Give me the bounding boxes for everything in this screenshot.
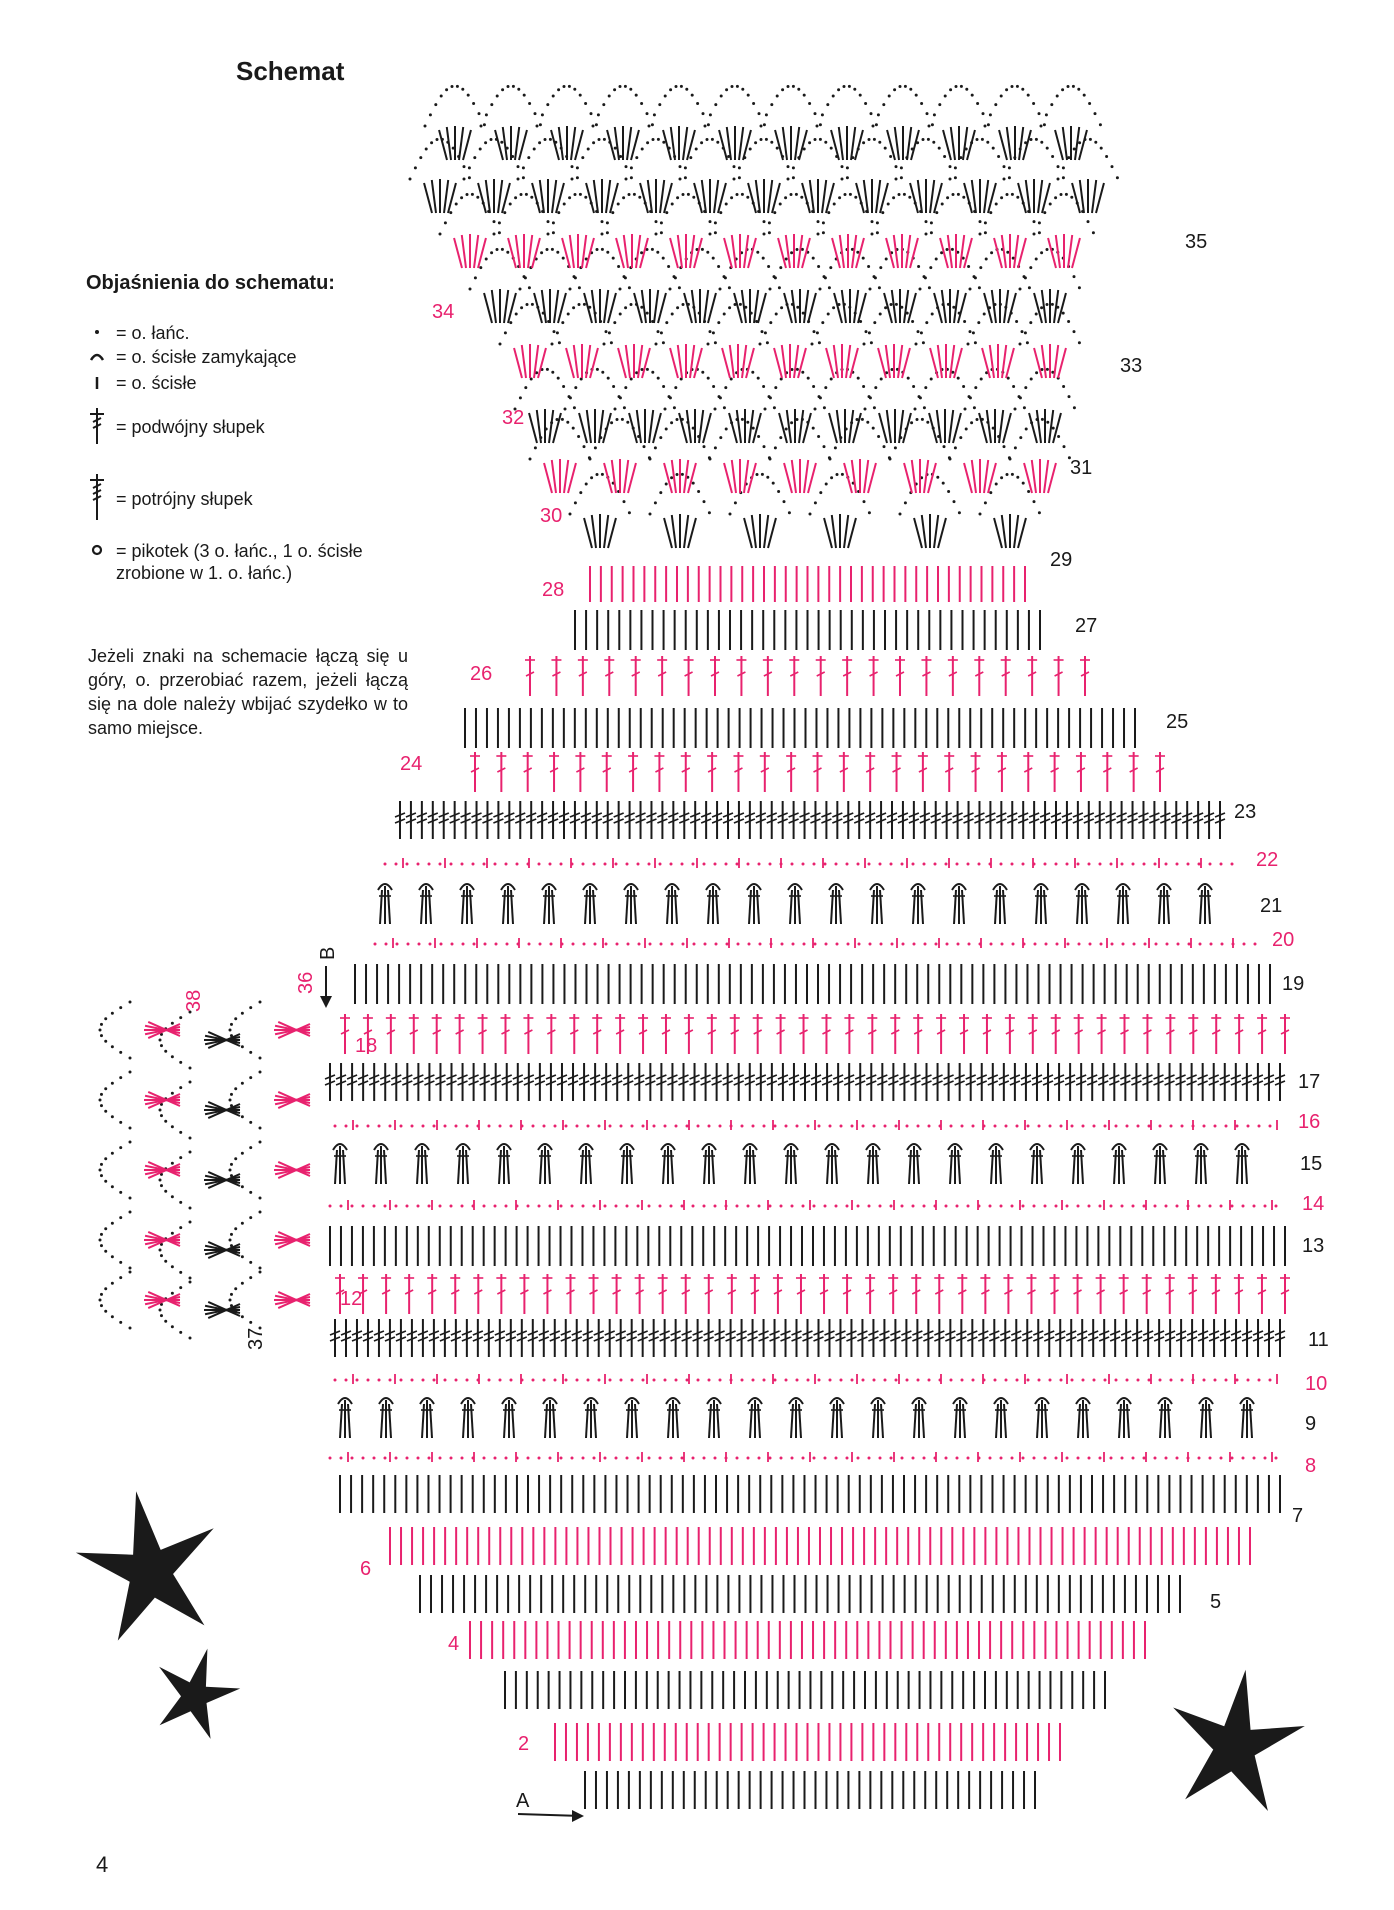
round-number-23: 23 (1234, 801, 1257, 823)
round-11 (330, 1319, 1285, 1357)
round-16 (334, 1120, 1278, 1130)
round-35 (409, 138, 1119, 213)
round-12 (335, 1274, 1290, 1314)
round-number-9: 9 (1305, 1413, 1317, 1435)
round-19 (355, 964, 1270, 1004)
round-number-19: 19 (1282, 973, 1305, 995)
round-number-18: 18 (355, 1035, 378, 1057)
round-31 (514, 368, 1076, 443)
round-number-6: 6 (360, 1558, 372, 1580)
legend-text: = pikotek (3 o. łańc., 1 o. ścisłe zrobione w 1. o. łańc.) (116, 541, 363, 583)
round-7 (340, 1475, 1280, 1513)
handle-fan (99, 1001, 311, 1340)
chart-rows (325, 566, 1290, 1809)
round-number-22: 22 (1256, 849, 1279, 871)
round-4 (470, 1621, 1145, 1659)
round-number-36: 36 (295, 971, 317, 994)
legend-text: = podwójny słupek (116, 417, 265, 437)
round-33 (469, 248, 1081, 323)
handle-arrow-icon (320, 966, 332, 1008)
round-number-27: 27 (1075, 615, 1098, 637)
round-23 (395, 801, 1225, 839)
legend-text: = potrójny słupek (116, 489, 253, 509)
round-number-25: 25 (1166, 711, 1189, 733)
round-number-14: 14 (1302, 1193, 1325, 1215)
round-26 (525, 656, 1090, 696)
round-number-35: 35 (1185, 231, 1208, 253)
round-number-7: 7 (1292, 1505, 1304, 1527)
marker-b: B (317, 946, 339, 960)
round-20 (374, 938, 1257, 948)
page-title: Schemat (236, 56, 345, 86)
round-27 (575, 610, 1040, 650)
round-number-4: 4 (448, 1633, 460, 1655)
round-number-10: 10 (1305, 1373, 1328, 1395)
round-number-32: 32 (502, 407, 525, 429)
round-10 (334, 1374, 1278, 1384)
round-number-13: 13 (1302, 1235, 1325, 1257)
round-37 (159, 1011, 241, 1340)
round-15 (333, 1144, 1249, 1184)
round-number-20: 20 (1272, 929, 1295, 951)
round-38 (99, 1001, 181, 1330)
round-number-8: 8 (1305, 1455, 1317, 1477)
round-number-2: 2 (518, 1733, 530, 1755)
round-number-31: 31 (1070, 457, 1093, 479)
legend-text: = o. ścisłe zamykające (116, 347, 297, 367)
round-17 (325, 1063, 1285, 1101)
round-28 (590, 566, 1025, 602)
page-number: 4 (96, 1852, 109, 1877)
round-number-24: 24 (400, 753, 423, 775)
round-25 (465, 708, 1135, 748)
round-number-12: 12 (340, 1288, 363, 1310)
round-24 (470, 752, 1165, 792)
marker-a: A (516, 1790, 530, 1812)
starfish-icon (67, 1479, 230, 1645)
round-8 (329, 1452, 1278, 1462)
round-22 (384, 858, 1234, 868)
round-21 (378, 884, 1212, 924)
round-number-30: 30 (540, 505, 563, 527)
starfish-icon (144, 1638, 247, 1743)
round-3 (505, 1671, 1105, 1709)
round-number-28: 28 (542, 579, 565, 601)
round-number-26: 26 (470, 663, 493, 685)
round-2 (555, 1723, 1060, 1761)
round-number-33: 33 (1120, 355, 1143, 377)
round-13 (330, 1226, 1285, 1266)
instruction-note: Jeżeli znaki na schemacie łączą się u góry, o. przerobiać razem, jeżeli łączą się na dole należy wbijać szydełko w to samo miejsce. (88, 646, 408, 738)
round-6 (390, 1527, 1250, 1565)
round-number-38: 38 (183, 989, 205, 1012)
round-number-29: 29 (1050, 549, 1073, 571)
round-18 (340, 1014, 1290, 1054)
round-1 (585, 1771, 1035, 1809)
starfish-icon (1161, 1660, 1312, 1814)
legend-heading: Objaśnienia do schematu: (86, 272, 335, 294)
round-number-15: 15 (1300, 1153, 1323, 1175)
round-number-5: 5 (1210, 1591, 1222, 1613)
round-number-16: 16 (1298, 1111, 1321, 1133)
round-36 (229, 1001, 311, 1330)
round-14 (329, 1200, 1278, 1210)
legend-text: = o. ścisłe (116, 373, 197, 393)
round-number-11: 11 (1308, 1329, 1329, 1351)
round-9 (338, 1398, 1254, 1438)
round-35-top (424, 85, 1102, 160)
round-number-21: 21 (1260, 895, 1283, 917)
legend-text: = o. łańc. (116, 323, 190, 343)
round-number-37: 37 (245, 1327, 267, 1350)
round-number-17: 17 (1298, 1071, 1321, 1093)
round-5 (420, 1575, 1180, 1613)
top-petals (409, 85, 1119, 548)
round-number-34: 34 (432, 301, 455, 323)
